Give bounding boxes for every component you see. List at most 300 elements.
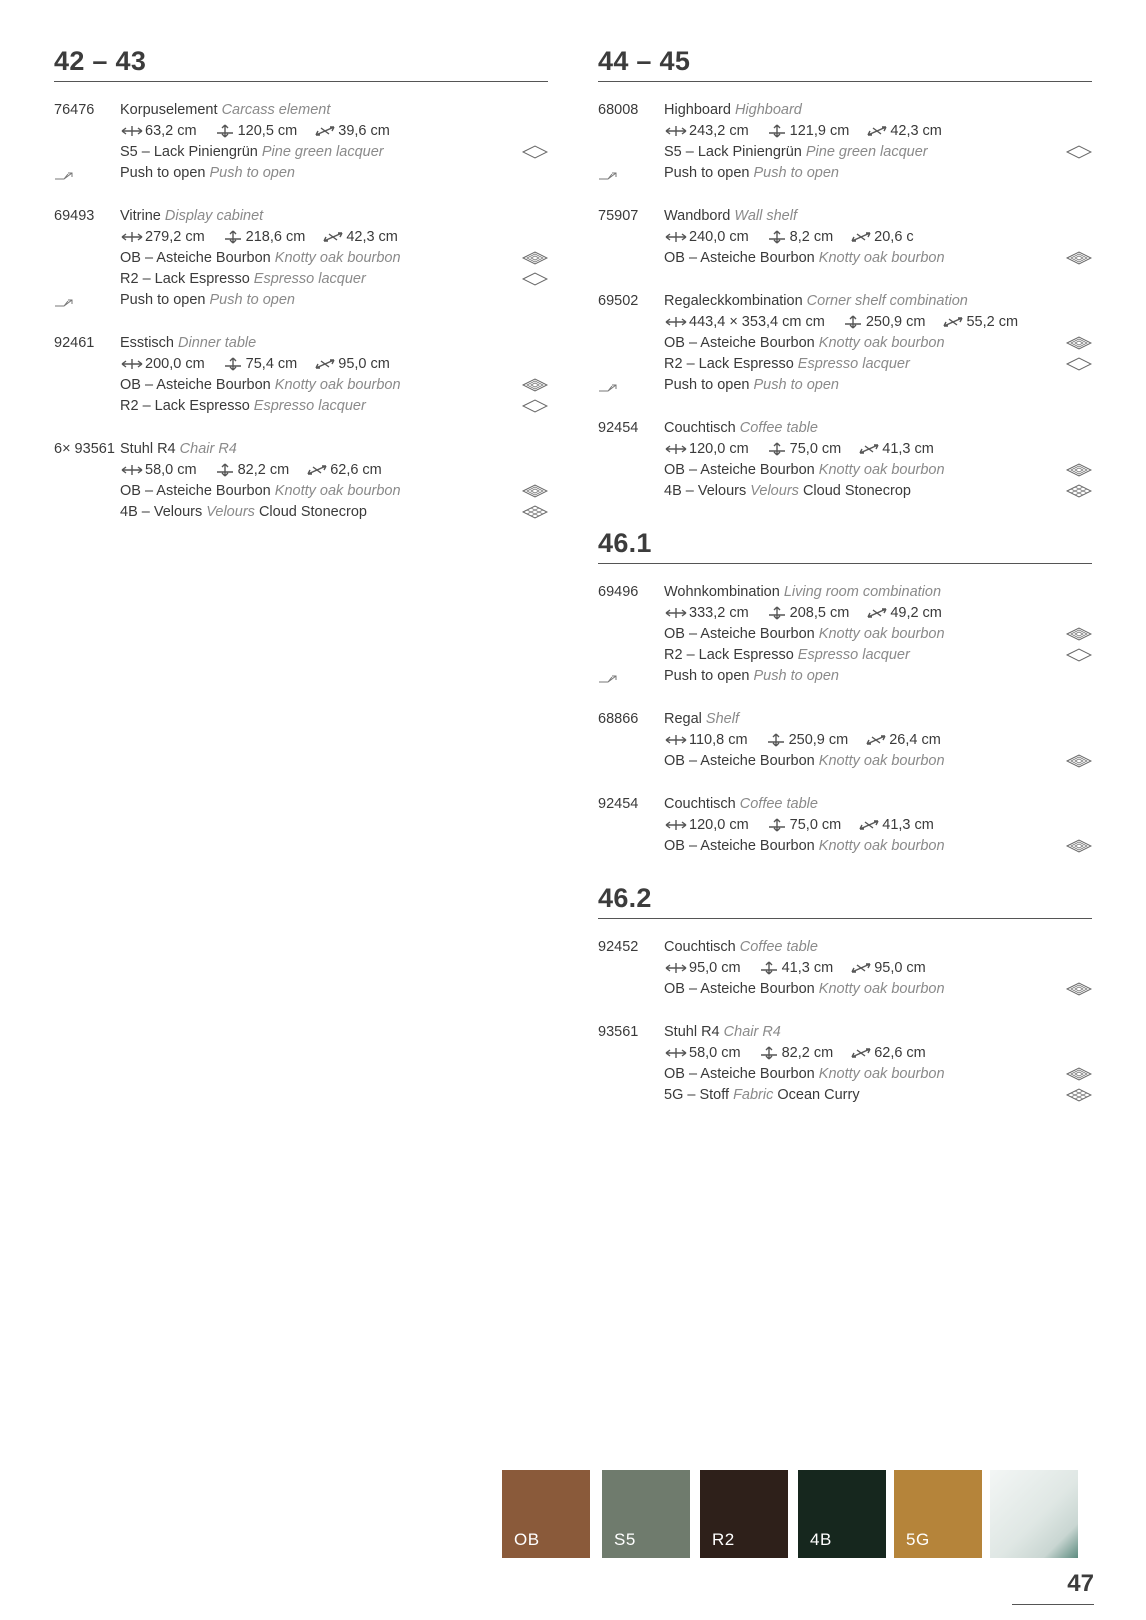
product-item xyxy=(54,206,548,311)
product-name-line xyxy=(598,794,1092,815)
finish-line xyxy=(598,836,1092,857)
dimension-value: 39,6 cm xyxy=(338,123,390,139)
dimension xyxy=(305,462,382,478)
push-to-open-en: Push to open xyxy=(209,165,295,181)
finish-swatch xyxy=(990,1470,1078,1558)
dimension-value: 208,5 cm xyxy=(789,605,850,621)
dimension-value: 58,0 cm xyxy=(689,1045,741,1061)
product-name-line xyxy=(54,333,548,354)
finish xyxy=(120,502,548,523)
finish-line xyxy=(54,396,548,417)
finish-name-de: R2 – Lack Espresso xyxy=(120,398,250,414)
product-name-en: Display cabinet xyxy=(164,208,264,224)
push-to-open-line xyxy=(598,666,1092,687)
product-item xyxy=(598,937,1092,1000)
product-name-en: Dinner table xyxy=(178,335,257,351)
product-name-line xyxy=(598,418,1092,439)
finish xyxy=(664,979,1092,1000)
push-to-open-en: Push to open xyxy=(753,165,839,181)
finish-name-de: S5 – Lack Piniengrün xyxy=(664,144,802,160)
dimension-value: 120,5 cm xyxy=(237,123,298,139)
dimensions-line xyxy=(54,227,548,248)
dimension-value: 49,2 cm xyxy=(890,605,942,621)
dimensions-line xyxy=(598,958,1092,979)
product-item xyxy=(54,333,548,417)
finish xyxy=(120,269,548,290)
dimension-value: 62,6 cm xyxy=(330,462,382,478)
finish xyxy=(664,354,1092,375)
product-name-en: Chair R4 xyxy=(179,441,237,457)
lacquer-icon xyxy=(522,399,548,420)
finish-name-de: 5G – Stoff xyxy=(664,1087,730,1103)
article-number: 76476 xyxy=(54,102,95,118)
product-name-en: Wall shelf xyxy=(734,208,797,224)
finish-name-de: 4B – Velours xyxy=(120,504,203,520)
dimension xyxy=(765,605,850,621)
dimension xyxy=(941,314,1018,330)
finish-name-en: Espresso lacquer xyxy=(797,647,910,663)
dimension-value: 41,3 cm xyxy=(882,441,934,457)
push-to-open-de: Push to open xyxy=(664,377,750,393)
dimension xyxy=(321,229,398,245)
product-name-de: Esstisch xyxy=(120,335,174,351)
finish xyxy=(120,396,548,417)
finish xyxy=(664,460,1092,481)
finish-name-de: OB – Asteiche Bourbon xyxy=(664,753,815,769)
product-name xyxy=(664,418,1092,439)
finish-name-de: OB – Asteiche Bourbon xyxy=(664,626,815,642)
product-name-de: Regal xyxy=(664,711,702,727)
dimension xyxy=(664,314,825,330)
finish-name-de: OB – Asteiche Bourbon xyxy=(120,250,271,266)
dimensions-line xyxy=(598,1043,1092,1064)
dimension-value: 279,2 cm xyxy=(145,229,205,245)
finish-name-en: Pine green lacquer xyxy=(805,144,928,160)
dimension xyxy=(664,229,749,245)
finish xyxy=(664,1085,1092,1106)
dimension-value: 8,2 cm xyxy=(789,229,834,245)
dimension-value: 42,3 cm xyxy=(890,123,942,139)
finish xyxy=(120,375,548,396)
product-item xyxy=(598,709,1092,772)
finish xyxy=(664,142,1092,163)
product-name xyxy=(664,100,1092,121)
push-to-open xyxy=(120,290,548,311)
product-name-line xyxy=(54,206,548,227)
push-to-open xyxy=(120,163,548,184)
finish xyxy=(664,333,1092,354)
finish-name-de: R2 – Lack Espresso xyxy=(664,356,794,372)
dimension xyxy=(120,229,205,245)
catalog-section xyxy=(598,883,1092,1106)
finish-name-en: Knotty oak bourbon xyxy=(818,753,945,769)
push-to-open-icon xyxy=(598,671,618,692)
wood-icon xyxy=(1066,754,1092,775)
dimension-value: 62,6 cm xyxy=(874,1045,926,1061)
finish-name-de: OB – Asteiche Bourbon xyxy=(664,838,815,854)
finish-color-name: Cloud Stonecrop xyxy=(258,504,367,520)
finish xyxy=(664,624,1092,645)
product-name-de: Couchtisch xyxy=(664,796,736,812)
finish-line xyxy=(54,269,548,290)
product-name xyxy=(664,582,1092,603)
push-to-open-en: Push to open xyxy=(753,668,839,684)
dimension-value: 20,6 c xyxy=(874,229,914,245)
push-to-open-line xyxy=(598,375,1092,396)
finish-name-en: Knotty oak bourbon xyxy=(818,981,945,997)
push-to-open-line xyxy=(54,163,548,184)
finish xyxy=(664,836,1092,857)
finish-line xyxy=(598,333,1092,354)
dimension xyxy=(841,314,926,330)
finish-name-en: Knotty oak bourbon xyxy=(818,335,945,351)
product-name xyxy=(664,937,1092,958)
finish-line xyxy=(598,248,1092,269)
finish-line xyxy=(54,481,548,502)
catalog-section xyxy=(598,46,1092,502)
catalog-section xyxy=(54,46,548,523)
finish-name-en: Espresso lacquer xyxy=(253,398,366,414)
finish-line xyxy=(598,1064,1092,1085)
dimension xyxy=(120,356,205,372)
dimension-value: 95,0 cm xyxy=(689,960,741,976)
product-name-de: Stuhl R4 xyxy=(664,1024,720,1040)
dimensions-line xyxy=(598,439,1092,460)
dimension-value: 250,9 cm xyxy=(788,732,849,748)
finish-swatch xyxy=(798,1470,886,1558)
product-item xyxy=(598,206,1092,269)
finish xyxy=(664,481,1092,502)
product-name-de: Wohnkombination xyxy=(664,584,780,600)
finish-line xyxy=(54,248,548,269)
dimension-value: 240,0 cm xyxy=(689,229,749,245)
push-to-open xyxy=(664,163,1092,184)
dimensions-line xyxy=(598,730,1092,751)
dimension xyxy=(857,441,934,457)
finish xyxy=(664,645,1092,666)
product-name-en: Chair R4 xyxy=(723,1024,781,1040)
dimensions-line xyxy=(598,312,1092,333)
article-number: 92454 xyxy=(598,796,639,812)
product-item xyxy=(598,582,1092,687)
product-name xyxy=(664,709,1092,730)
dimension xyxy=(313,356,390,372)
product-name-en: Carcass element xyxy=(221,102,331,118)
finish-color-name: Ocean Curry xyxy=(777,1087,860,1103)
finish-name-en: Knotty oak bourbon xyxy=(818,838,945,854)
dimensions-line xyxy=(54,354,548,375)
product-name-line xyxy=(598,100,1092,121)
dimension xyxy=(664,123,749,139)
dimension-value: 95,0 cm xyxy=(874,960,926,976)
swatch-label: S5 xyxy=(614,1530,636,1549)
wood-icon xyxy=(1066,839,1092,860)
dimension xyxy=(849,229,914,245)
dimension xyxy=(849,1045,926,1061)
finish-name-en: Knotty oak bourbon xyxy=(274,483,401,499)
fabric-icon xyxy=(1066,1088,1092,1109)
finish xyxy=(120,481,548,502)
push-to-open xyxy=(664,375,1092,396)
finish-name-de: R2 – Lack Espresso xyxy=(120,271,250,287)
finish-line xyxy=(598,1085,1092,1106)
finish-name-en: Knotty oak bourbon xyxy=(274,250,401,266)
finish-name-de: OB – Asteiche Bourbon xyxy=(664,462,815,478)
dimension-value: 75,0 cm xyxy=(789,441,842,457)
dimension-value: 218,6 cm xyxy=(245,229,306,245)
push-to-open-icon xyxy=(598,380,618,401)
dimension-value: 63,2 cm xyxy=(145,123,197,139)
finish-name-de: OB – Asteiche Bourbon xyxy=(664,250,815,266)
dimensions-line xyxy=(598,227,1092,248)
product-name-de: Korpuselement xyxy=(120,102,218,118)
article-number: 75907 xyxy=(598,208,639,224)
product-name-de: Stuhl R4 xyxy=(120,441,176,457)
article-number: 68866 xyxy=(598,711,639,727)
dimension xyxy=(849,960,926,976)
product-name-line xyxy=(598,582,1092,603)
dimension xyxy=(765,817,842,833)
finish-line xyxy=(598,979,1092,1000)
product-name xyxy=(664,291,1092,312)
finish-line xyxy=(598,354,1092,375)
finish xyxy=(120,142,548,163)
product-name xyxy=(120,439,548,460)
push-to-open-en: Push to open xyxy=(753,377,839,393)
push-to-open-en: Push to open xyxy=(209,292,295,308)
finish-name-en: Velours xyxy=(206,504,255,520)
dimension xyxy=(764,732,849,748)
finish-name-en: Pine green lacquer xyxy=(261,144,384,160)
product-name-en: Highboard xyxy=(734,102,802,118)
left-column xyxy=(54,46,548,549)
push-to-open-de: Push to open xyxy=(120,165,206,181)
dimension xyxy=(664,732,748,748)
dimension-value: 82,2 cm xyxy=(781,1045,834,1061)
dimension xyxy=(664,441,749,457)
product-item xyxy=(598,794,1092,857)
dimension xyxy=(757,1045,834,1061)
dimension xyxy=(664,960,741,976)
finish-line xyxy=(54,502,548,523)
product-item xyxy=(598,1022,1092,1106)
product-name-en: Corner shelf combination xyxy=(806,293,968,309)
dimension-value: 95,0 cm xyxy=(338,356,390,372)
section-title: 46.1 xyxy=(598,528,1092,564)
push-to-open-icon xyxy=(54,295,74,316)
dimension-value: 333,2 cm xyxy=(689,605,749,621)
product-name xyxy=(120,333,548,354)
product-item xyxy=(54,100,548,184)
dimension-value: 55,2 cm xyxy=(966,314,1019,330)
dimension xyxy=(213,462,290,478)
right-column xyxy=(598,46,1092,1132)
finish-color-name: Cloud Stonecrop xyxy=(802,483,911,499)
push-to-open-de: Push to open xyxy=(120,292,206,308)
product-name xyxy=(120,206,548,227)
dimension xyxy=(313,123,390,139)
dimension xyxy=(765,123,850,139)
dimension xyxy=(864,732,941,748)
finish-name-en: Knotty oak bourbon xyxy=(818,250,945,266)
product-item xyxy=(598,100,1092,184)
product-name-de: Vitrine xyxy=(120,208,161,224)
finish-line xyxy=(598,481,1092,502)
dimension-value: 41,3 cm xyxy=(781,960,834,976)
dimension xyxy=(765,229,834,245)
swatch-label: 4B xyxy=(810,1530,832,1549)
finish-swatch xyxy=(502,1470,590,1558)
article-number: 92452 xyxy=(598,939,639,955)
finish-name-de: R2 – Lack Espresso xyxy=(664,647,794,663)
catalog-section xyxy=(598,528,1092,857)
finish-name-de: S5 – Lack Piniengrün xyxy=(120,144,258,160)
product-name-de: Highboard xyxy=(664,102,731,118)
dimension-value: 120,0 cm xyxy=(689,817,749,833)
product-name xyxy=(664,206,1092,227)
dimensions-line xyxy=(54,121,548,142)
product-name-line xyxy=(54,100,548,121)
finish-name-en: Knotty oak bourbon xyxy=(818,1066,945,1082)
dimension xyxy=(664,605,749,621)
product-item xyxy=(54,439,548,523)
dimension xyxy=(664,1045,741,1061)
article-number: 69493 xyxy=(54,208,95,224)
product-item xyxy=(598,418,1092,502)
finish-name-de: OB – Asteiche Bourbon xyxy=(120,483,271,499)
finish-name-en: Fabric xyxy=(733,1087,774,1103)
push-to-open-line xyxy=(54,290,548,311)
product-name xyxy=(664,794,1092,815)
product-name-de: Couchtisch xyxy=(664,939,736,955)
article-number: 92461 xyxy=(54,335,95,351)
page-number: 47 xyxy=(1067,1570,1094,1597)
article-number: 68008 xyxy=(598,102,639,118)
wood-icon xyxy=(1066,251,1092,272)
finish-line xyxy=(54,142,548,163)
product-name-line xyxy=(598,709,1092,730)
dimension-value: 243,2 cm xyxy=(689,123,749,139)
dimension xyxy=(213,123,298,139)
swatch-label: 5G xyxy=(906,1530,930,1549)
dimension-value: 121,9 cm xyxy=(789,123,850,139)
dimension-value: 443,4 × 353,4 cm cm xyxy=(689,314,825,330)
finish-line xyxy=(54,375,548,396)
dimension-value: 58,0 cm xyxy=(145,462,197,478)
page-number-rule xyxy=(1012,1604,1094,1605)
dimension-value: 200,0 cm xyxy=(145,356,205,372)
finish-name-de: OB – Asteiche Bourbon xyxy=(664,335,815,351)
dimension-value: 82,2 cm xyxy=(237,462,290,478)
product-name-de: Couchtisch xyxy=(664,420,736,436)
product-name xyxy=(664,1022,1092,1043)
product-name-de: Wandbord xyxy=(664,208,731,224)
finish-name-en: Espresso lacquer xyxy=(253,271,366,287)
finish xyxy=(664,1064,1092,1085)
finish-name-de: OB – Asteiche Bourbon xyxy=(664,981,815,997)
fabric-icon xyxy=(522,505,548,526)
finish-line xyxy=(598,460,1092,481)
article-number: 69502 xyxy=(598,293,639,309)
dimension xyxy=(865,123,942,139)
dimension-value: 75,4 cm xyxy=(245,356,298,372)
wood-icon xyxy=(1066,982,1092,1003)
finish-name-en: Velours xyxy=(750,483,799,499)
product-name-line xyxy=(598,291,1092,312)
finish-line xyxy=(598,142,1092,163)
finish-line xyxy=(598,751,1092,772)
product-name-line xyxy=(598,206,1092,227)
product-name xyxy=(120,100,548,121)
swatch-label: OB xyxy=(514,1530,540,1549)
article-number: 93561 xyxy=(598,1024,639,1040)
dimension-value: 110,8 cm xyxy=(689,732,748,748)
section-title: 42 – 43 xyxy=(54,46,548,82)
push-to-open-icon xyxy=(598,168,618,189)
finish-line xyxy=(598,624,1092,645)
dimension xyxy=(221,229,306,245)
product-name-line xyxy=(54,439,548,460)
dimension-value: 41,3 cm xyxy=(882,817,934,833)
product-name-en: Coffee table xyxy=(739,420,818,436)
product-name-line xyxy=(598,937,1092,958)
product-item xyxy=(598,291,1092,396)
dimension xyxy=(857,817,934,833)
dimension xyxy=(120,462,197,478)
product-name-en: Coffee table xyxy=(739,939,818,955)
finish xyxy=(120,248,548,269)
dimension xyxy=(865,605,942,621)
finish-name-en: Knotty oak bourbon xyxy=(818,462,945,478)
dimension-value: 120,0 cm xyxy=(689,441,749,457)
dimensions-line xyxy=(598,603,1092,624)
dimension-value: 75,0 cm xyxy=(789,817,842,833)
finish xyxy=(664,248,1092,269)
dimension xyxy=(664,817,749,833)
finish-swatch xyxy=(602,1470,690,1558)
dimension xyxy=(120,123,197,139)
finish xyxy=(664,751,1092,772)
finish-name-en: Knotty oak bourbon xyxy=(274,377,401,393)
fabric-icon xyxy=(1066,484,1092,505)
product-name-en: Coffee table xyxy=(739,796,818,812)
product-name-en: Shelf xyxy=(705,711,739,727)
finish-name-en: Espresso lacquer xyxy=(797,356,910,372)
dimension xyxy=(765,441,842,457)
article-number: 69496 xyxy=(598,584,639,600)
section-title: 44 – 45 xyxy=(598,46,1092,82)
section-title: 46.2 xyxy=(598,883,1092,919)
dimension xyxy=(757,960,834,976)
dimension-value: 250,9 cm xyxy=(865,314,926,330)
article-number: 92454 xyxy=(598,420,639,436)
finish-name-de: OB – Asteiche Bourbon xyxy=(664,1066,815,1082)
push-to-open-line xyxy=(598,163,1092,184)
swatch-label: R2 xyxy=(712,1530,735,1549)
finish-swatches xyxy=(502,1470,1094,1558)
dimensions-line xyxy=(54,460,548,481)
finish-swatch xyxy=(894,1470,982,1558)
finish-name-en: Knotty oak bourbon xyxy=(818,626,945,642)
dimension-value: 26,4 cm xyxy=(889,732,941,748)
finish-swatch xyxy=(700,1470,788,1558)
product-name-line xyxy=(598,1022,1092,1043)
finish-line xyxy=(598,645,1092,666)
push-to-open-icon xyxy=(54,168,74,189)
push-to-open-de: Push to open xyxy=(664,165,750,181)
dimension-value: 42,3 cm xyxy=(346,229,398,245)
article-number: 6× 93561 xyxy=(54,441,115,457)
